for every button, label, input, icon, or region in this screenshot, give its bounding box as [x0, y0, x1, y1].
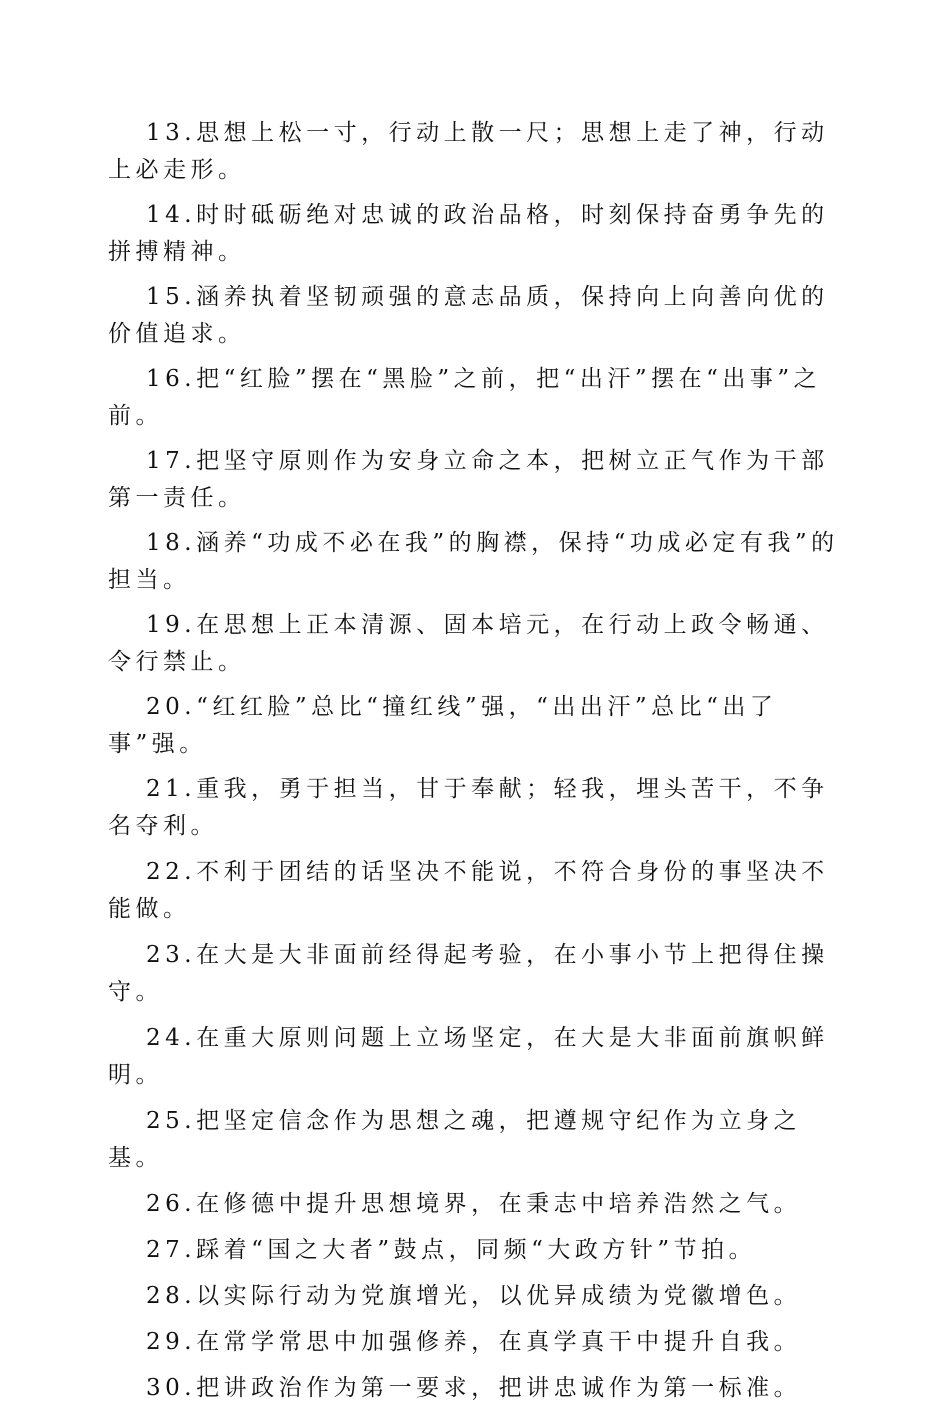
list-item-20: 20.“红红脸”总比“撞红线”强，“出出汗”总比“出了事”强。 — [108, 694, 778, 757]
list-item-26: 26.在修德中提升思想境界，在秉志中培养浩然之气。 — [146, 1191, 802, 1217]
list-item-16: 16.把“红脸”摆在“黑脸”之前，把“出汗”摆在“出事”之前。 — [108, 366, 822, 429]
list-item-14: 14.时时砥砺绝对忠诚的政治品格，时刻保持奋勇争先的拼搏精神。 — [108, 202, 829, 265]
list-item-21: 21.重我，勇于担当，甘于奉献；轻我，埋头苦干，不争名夺利。 — [108, 776, 829, 839]
list-item-19: 19.在思想上正本清源、固本培元，在行动上政令畅通、令行禁止。 — [108, 612, 829, 675]
list-item-23: 23.在大是大非面前经得起考验，在小事小节上把得住操守。 — [108, 942, 829, 1005]
list-item-24: 24.在重大原则问题上立场坚定，在大是大非面前旗帜鲜明。 — [108, 1025, 829, 1088]
list-item-15: 15.涵养执着坚韧顽强的意志品质，保持向上向善向优的价值追求。 — [108, 284, 829, 347]
list-item-25: 25.把坚定信念作为思想之魂，把遵规守纪作为立身之基。 — [108, 1108, 802, 1171]
list-item-27: 27.踩着“国之大者”鼓点，同频“大政方针”节拍。 — [146, 1237, 757, 1263]
list-item-17: 17.把坚守原则作为安身立命之本，把树立正气作为干部第一责任。 — [108, 448, 829, 511]
list-item-18: 18.涵养“功成不必在我”的胸襟，保持“功成必定有我”的担当。 — [108, 530, 839, 593]
list-item-22: 22.不利于团结的话坚决不能说，不符合身份的事坚决不能做。 — [108, 859, 829, 922]
document-body — [108, 115, 848, 1416]
list-item-29: 29.在常学常思中加强修养，在真学真干中提升自我。 — [146, 1329, 802, 1355]
list-item-13: 13.思想上松一寸，行动上散一尺；思想上走了神，行动上必走形。 — [108, 120, 829, 183]
list-item-30: 30.把讲政治作为第一要求，把讲忠诚作为第一标准。 — [146, 1375, 802, 1401]
list-item-28: 28.以实际行动为党旗增光，以优异成绩为党徽增色。 — [146, 1283, 802, 1309]
